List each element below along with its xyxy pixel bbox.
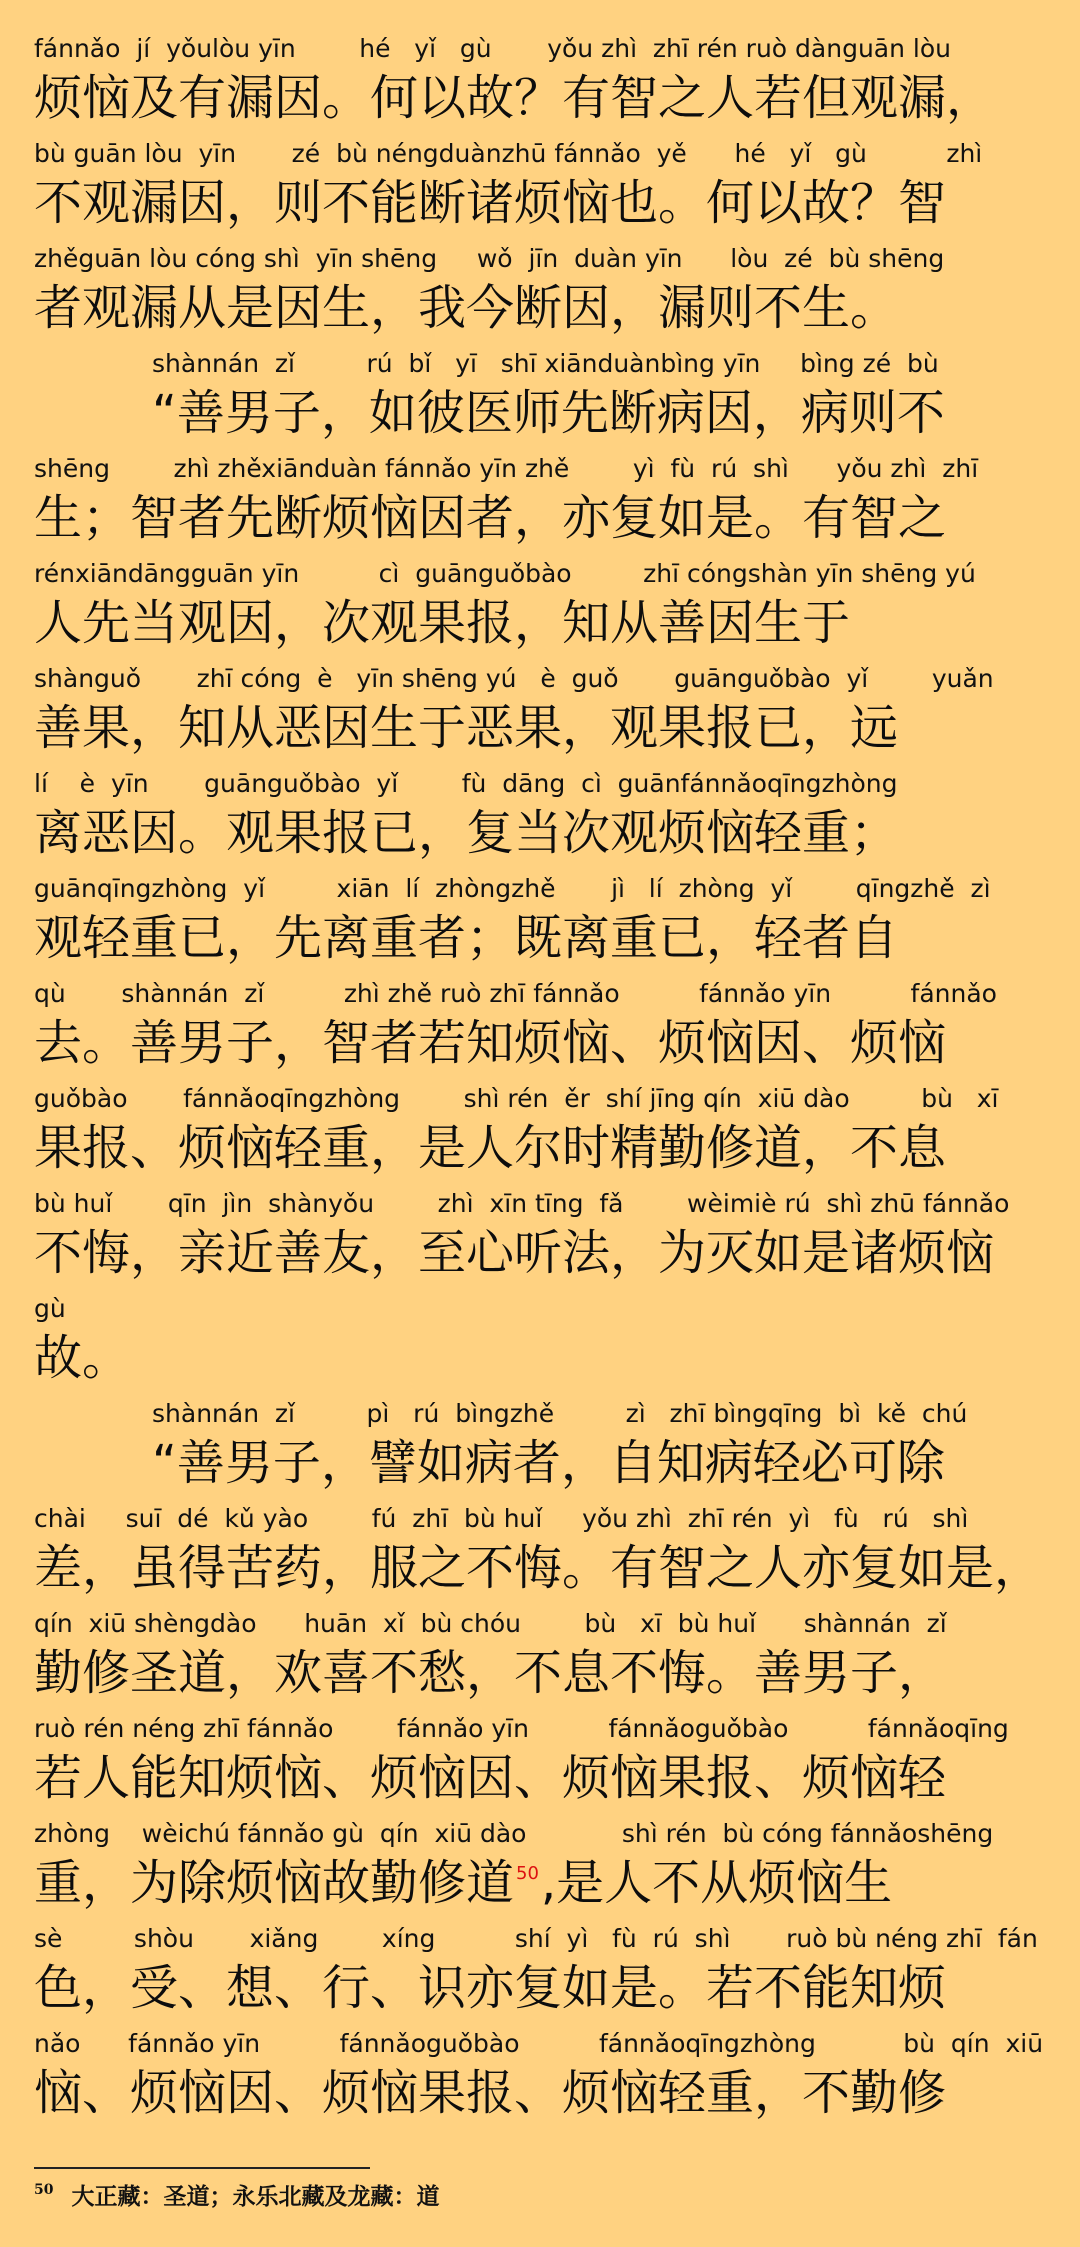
pinyin-line: chài suī dé kǔ yào fú zhī bù huǐ yǒu zhì zhī rén yì fù rú shì (34, 1504, 969, 1533)
hanzi-line: 去。善男子，智者若知烦恼、烦恼因、烦恼 (34, 1015, 947, 1071)
text-line (34, 450, 1054, 548)
hanzi-segment: 重，为除烦恼故勤修道 (34, 1855, 515, 1911)
text-line (34, 1605, 1054, 1703)
hanzi-line: 人先当观因，次观果报，知从善因生于 (34, 595, 851, 651)
pinyin-line: shēng zhì zhěxiānduàn fánnǎo yīn zhě yì fù rú shì yǒu zhì zhī (34, 454, 979, 483)
pinyin-line: ruò rén néng zhī fánnǎo fánnǎo yīn fánnǎoguǒbào fánnǎoqīng (34, 1714, 1009, 1743)
pinyin-line: bù guān lòu yīn zé bù néngduànzhū fánnǎo yě hé yǐ gù zhì (34, 139, 983, 168)
footnote-divider (34, 2167, 370, 2169)
pinyin-line: shànnán zǐ rú bǐ yī shī xiānduànbìng yīn bìng zé bù (152, 349, 939, 378)
pinyin-line: shànguǒ zhī cóng è yīn shēng yú è guǒ guānguǒbào yǐ yuǎn (34, 664, 994, 693)
pinyin-line: bù huǐ qīn jìn shànyǒu zhì xīn tīng fǎ wèimiè rú shì zhū fánnǎo (34, 1189, 1010, 1218)
hanzi-line: 勤修圣道，欢喜不愁，不息不悔。善男子， (34, 1645, 947, 1701)
text-line (152, 1395, 1052, 1493)
text-line (34, 765, 1054, 863)
hanzi-line: 善果，知从恶因生于恶果，观果报已，远 (34, 700, 899, 756)
pinyin-line: rénxiāndāngguān yīn cì guānguǒbào zhī cóngshàn yīn shēng yú (34, 559, 976, 588)
text-line (34, 555, 1054, 653)
hanzi-line: 观轻重已，先离重者；既离重已，轻者自 (34, 910, 899, 966)
hanzi-line: 色，受、想、行、识亦复如是。若不能知烦 (34, 1960, 947, 2016)
hanzi-segment: ,是人不从烦恼生 (540, 1855, 893, 1911)
hanzi-line: 烦恼及有漏因。何以故？有智之人若但观漏， (34, 70, 995, 126)
pinyin-line: zhěguān lòu cóng shì yīn shēng wǒ jīn duàn yīn lòu zé bù shēng (34, 244, 945, 273)
text-line (34, 1920, 1054, 2018)
footnote-text: 大正藏：圣道；永乐北藏及龙藏：道 (71, 2183, 440, 2210)
text-line (34, 870, 1054, 968)
hanzi-line: “善男子，如彼医师先断病因，病则不 (152, 385, 945, 441)
pinyin-line: guānqīngzhòng yǐ xiān lí zhòngzhě jì lí zhòng yǐ qīngzhě zì (34, 874, 991, 903)
hanzi-line: “善男子，譬如病者，自知病轻必可除 (152, 1435, 945, 1491)
footnote-reference[interactable]: 50 (516, 1863, 539, 1884)
pinyin-line: fánnǎo jí yǒulòu yīn hé yǐ gù yǒu zhì zhī rén ruò dànguān lòu (34, 34, 951, 63)
hanzi-line: 者观漏从是因生，我今断因，漏则不生。 (34, 280, 899, 336)
pinyin-line: lí è yīn guānguǒbào yǐ fù dāng cì guānfánnǎoqīngzhòng (34, 769, 898, 798)
pinyin-line: shànnán zǐ pì rú bìngzhě zì zhī bìngqīng bì kě chú (152, 1399, 968, 1428)
pinyin-line: guǒbào fánnǎoqīngzhòng shì rén ěr shí jīng qín xiū dào bù xī (34, 1084, 999, 1113)
hanzi-line: 不观漏因，则不能断诸烦恼也。何以故？智 (34, 175, 947, 231)
hanzi-line: 离恶因。观果报已，复当次观烦恼轻重； (34, 805, 899, 861)
text-line (34, 975, 1054, 1073)
text-line (34, 1290, 1054, 1388)
hanzi-line: 差，虽得苦药，服之不悔。有智之人亦复如是， (34, 1540, 1043, 1596)
pinyin-line: sè shòu xiǎng xíng shí yì fù rú shì ruò bù néng zhī fán (34, 1924, 1038, 1953)
hanzi-line: 恼、烦恼因、烦恼果报、烦恼轻重，不勤修 (34, 2065, 947, 2121)
hanzi-line: 生；智者先断烦恼因者，亦复如是。有智之 (34, 490, 947, 546)
text-line (34, 2025, 1054, 2123)
text-line (152, 345, 1052, 443)
pinyin-line: nǎo fánnǎo yīn fánnǎoguǒbào fánnǎoqīngzhòng bù qín xiū (34, 2029, 1044, 2058)
text-line (34, 1815, 1054, 1913)
text-line (34, 240, 1054, 338)
footnote-number: 50 (34, 2182, 54, 2198)
pinyin-line: gù (34, 1294, 66, 1323)
text-line (34, 1185, 1054, 1283)
text-line (34, 1710, 1054, 1808)
hanzi-line: 不悔，亲近善友，至心听法，为灭如是诸烦恼 (34, 1225, 995, 1281)
hanzi-line: 果报、烦恼轻重，是人尔时精勤修道，不息 (34, 1120, 947, 1176)
pinyin-line: qín xiū shèngdào huān xǐ bù chóu bù xī bù huǐ shànnán zǐ (34, 1609, 947, 1638)
text-line (34, 660, 1054, 758)
footnote (34, 2180, 439, 2214)
hanzi-line: 若人能知烦恼、烦恼因、烦恼果报、烦恼轻 (34, 1750, 947, 1806)
text-line (34, 30, 1054, 128)
hanzi-line: 故。 (34, 1330, 131, 1386)
pinyin-line: zhòng wèichú fánnǎo gù qín xiū dào shì rén bù cóng fánnǎoshēng (34, 1819, 994, 1848)
hanzi-line (34, 1853, 1054, 1913)
text-line (34, 135, 1054, 233)
text-line (34, 1500, 1054, 1598)
text-line (34, 1080, 1054, 1178)
pinyin-line: qù shànnán zǐ zhì zhě ruò zhī fánnǎo fánnǎo yīn fánnǎo (34, 979, 997, 1008)
